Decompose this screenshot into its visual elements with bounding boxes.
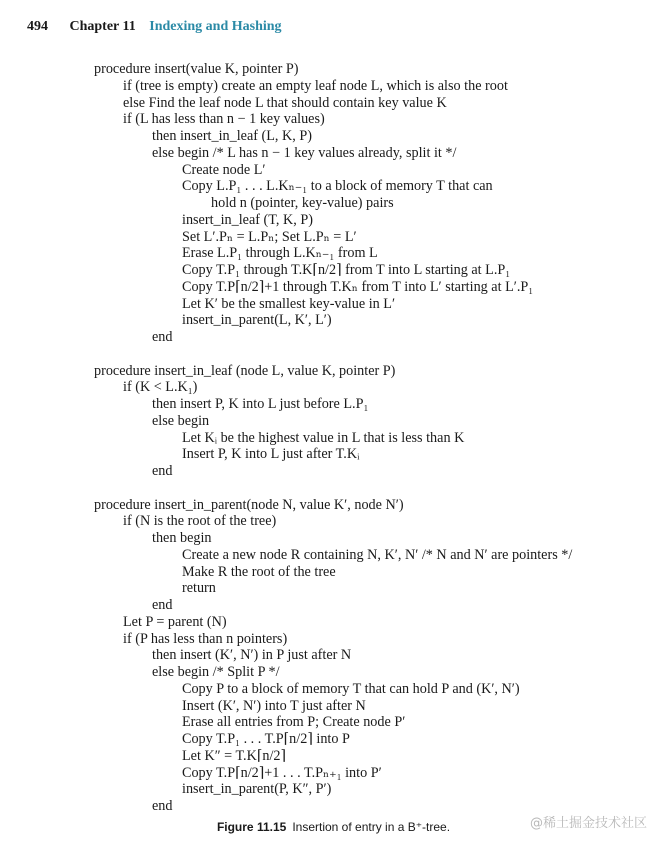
code-line: Insert P, K into L just after T.Kᵢ	[182, 446, 360, 463]
blank-line	[94, 346, 572, 363]
code-line: Set L′.Pₙ = L.Pₙ; Set L.Pₙ = L′	[182, 228, 357, 245]
code-line: procedure insert_in_parent(node N, value K′, node N′)	[94, 496, 404, 513]
code-line: if (L has less than n − 1 key values)	[123, 111, 325, 128]
code-line: Copy T.P⌈n/2⌉+1 through T.Kₙ from T into L′ starting at L′.P₁	[182, 278, 534, 295]
code-line: end	[152, 798, 173, 814]
code-line: return	[182, 580, 216, 597]
code-line: hold n (pointer, key-value) pairs	[211, 195, 394, 211]
code-line: Let P = parent (N)	[123, 613, 227, 630]
code-line: Make R the root of the tree	[182, 563, 336, 580]
code-line: Create a new node R containing N, K′, N′ /* N and N′ are pointers */	[182, 546, 573, 563]
code-line: Create node L′	[182, 161, 266, 178]
code-line: Copy L.P₁ . . . L.Kₙ₋₁ to a block of memory T that can	[182, 178, 493, 195]
code-line: Let Kᵢ be the highest value in L that is less than K	[182, 429, 465, 446]
code-line: if (P has less than n pointers)	[123, 630, 288, 647]
code-line: then insert P, K into L just before L.P₁	[152, 396, 369, 412]
code-line: Copy T.P⌈n/2⌉+1 . . . T.Pₙ₊₁ into P′	[182, 764, 382, 781]
code-line: else Find the leaf node L that should contain key value K	[123, 94, 447, 111]
caption-label: Figure 11.15	[216, 820, 287, 834]
code-line: procedure insert_in_leaf (node L, value K, pointer P)	[94, 362, 396, 379]
chapter-label: Chapter 11	[69, 19, 136, 34]
code-line: if (K < L.K₁)	[123, 379, 198, 396]
code-line: insert_in_leaf (T, K, P)	[182, 211, 313, 228]
code-line: else begin /* L has n − 1 key values already, split it */	[152, 144, 457, 161]
code-line: then insert_in_leaf (L, K, P)	[152, 128, 312, 144]
code-line: insert_in_parent(P, K″, P′)	[182, 781, 332, 798]
code-line: Insert (K′, N′) into T just after N	[182, 697, 366, 714]
blank-line	[94, 480, 572, 497]
code-line: Erase L.P₁ through L.Kₙ₋₁ from L	[182, 245, 378, 262]
chapter-title: Indexing and Hashing	[149, 19, 282, 34]
code-line: insert_in_parent(L, K′, L′)	[182, 312, 332, 329]
code-line: Let K′ be the smallest key-value in L′	[182, 295, 396, 312]
watermark: @稀土掘金技术社区	[529, 816, 647, 831]
page-number: 494	[27, 19, 48, 34]
code-line: then begin	[152, 530, 212, 546]
code-line: then insert (K′, N′) in P just after N	[152, 647, 352, 664]
code-line: Erase all entries from P; Create node P′	[182, 714, 406, 731]
code-line: procedure insert(value K, pointer P)	[94, 61, 299, 77]
code-line: else begin	[152, 412, 210, 429]
code-line: end	[152, 597, 173, 613]
code-line: Copy T.P₁ . . . T.P⌈n/2⌉ into P	[182, 731, 350, 747]
code-line: else begin /* Split P */	[152, 664, 280, 680]
code-line: Copy T.P₁ through T.K⌈n/2⌉ from T into L starting at L.P₁	[182, 262, 511, 278]
code-line: if (tree is empty) create an empty leaf node L, which is also the root	[123, 77, 508, 94]
code-line: end	[152, 463, 173, 479]
code-line: end	[152, 329, 173, 345]
page-header	[27, 19, 282, 39]
code-line: if (N is the root of the tree)	[123, 513, 277, 530]
pseudocode-block	[94, 61, 572, 815]
caption-text: Insertion of entry in a B⁺-tree.	[292, 820, 451, 834]
code-line: Let K″ = T.K⌈n/2⌉	[182, 747, 287, 764]
code-line: Copy P to a block of memory T that can hold P and (K′, N′)	[182, 680, 520, 697]
